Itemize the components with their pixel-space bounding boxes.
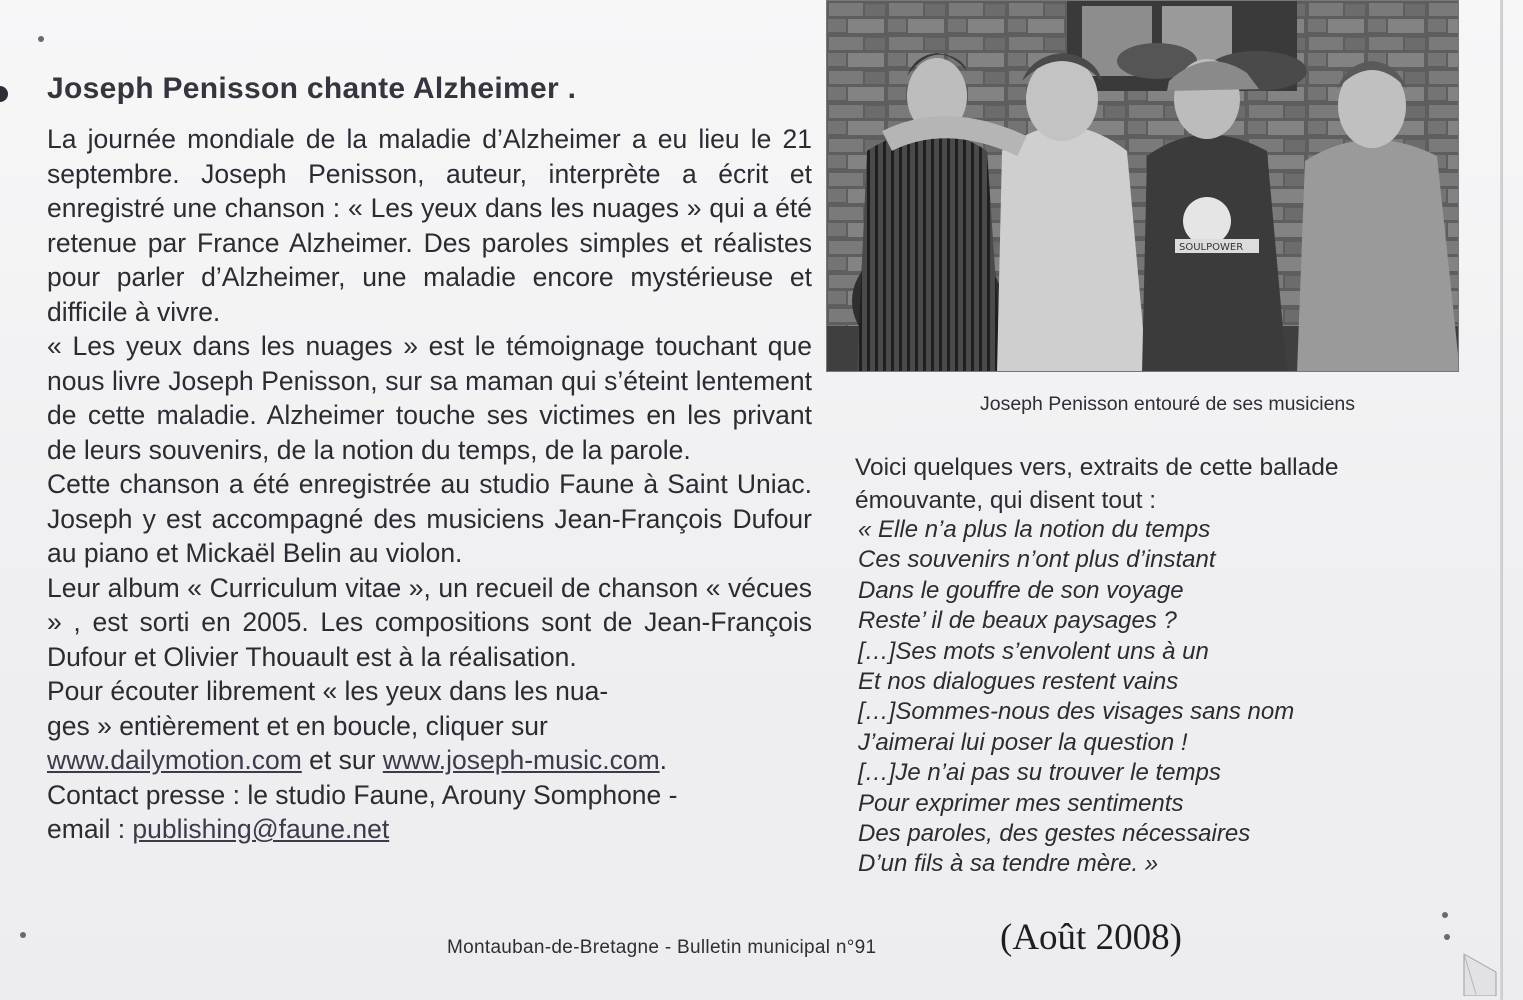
poem-line: […]Je n’ai pas su trouver le temps (858, 759, 1221, 787)
paragraph-3: Cette chanson a été enregistrée au studio Faune à Saint Uniac. Joseph y est accompagné des musiciens Jean-François Dufour au piano et Mickaël Belin au violon. (47, 469, 812, 568)
paragraph-4: Leur album « Curriculum vitae », un recueil de chanson « vécues » , est sorti en 2005. Les compositions sont de Jean-François Dufour et Olivier Thouault est à la réalisation. (47, 572, 812, 672)
poem-line: Ces souvenirs n’ont plus d’instant (858, 546, 1216, 574)
publication-source: Montauban-de-Bretagne - Bulletin municipal n°91 (447, 937, 877, 958)
paragraph-2: « Les yeux dans les nuages » est le témoignage touchant que nous livre Joseph Penisson, sur sa maman qui s’éteint lentement de cette maladie. Alzheimer touche ses victimes en les privant de leurs souvenirs, de la notion du temps, de la parole. (47, 331, 812, 465)
poem-line: J’aimerai lui poser la question ! (858, 728, 1188, 756)
poem-line: […]Sommes-nous des visages sans nom (858, 698, 1295, 726)
links-line (47, 743, 812, 778)
scan-speck (20, 932, 26, 938)
scan-speck (38, 36, 44, 42)
page-curl-icon (1462, 952, 1498, 996)
photo-caption: Joseph Penisson entouré de ses musiciens (979, 393, 1356, 415)
poem-line: D’un fils à sa tendre mère. » (858, 850, 1159, 878)
musicians-photo-image (827, 1, 1459, 372)
scan-speck (1444, 934, 1450, 940)
poem-line: Pour exprimer mes sentiments (858, 789, 1184, 817)
poem-line: Et nos dialogues restent vains (858, 668, 1179, 696)
dailymotion-link[interactable]: www.dailymotion.com (47, 745, 302, 775)
links-join-text: et sur (301, 745, 383, 775)
page-edge (1500, 0, 1503, 1000)
listen-line-2: ges » entièrement et en boucle, cliquer sur (47, 710, 548, 741)
email-label: email : (47, 814, 133, 844)
poem-line: « Elle n’a plus la notion du temps (858, 516, 1211, 543)
publication-date: (Août 2008) (1000, 917, 1182, 958)
poem-line: Dans le gouffre de son voyage (858, 576, 1184, 604)
verse-intro (855, 451, 1495, 517)
scan-speck (1442, 912, 1448, 918)
contact-line: Contact presse : le studio Faune, Arouny Somphone - (47, 779, 678, 810)
email-link[interactable]: publishing@faune.net (132, 814, 390, 844)
poem-line: Reste’ il de beaux paysages ? (858, 607, 1177, 635)
article-title: Joseph Penisson chante Alzheimer . (47, 72, 577, 105)
musicians-photo (826, 0, 1459, 372)
verse-intro-line-1: Voici quelques vers, extraits de cette ballade (855, 454, 1339, 481)
verse-intro-line-2: émouvante, qui disent tout : (855, 487, 1156, 514)
article-body (47, 122, 812, 847)
email-line (47, 812, 812, 847)
links-end-text: . (659, 745, 668, 775)
poem-line: Des paroles, des gestes nécessaires (858, 820, 1251, 848)
paragraph-1: La journée mondiale de la maladie d’Alzheimer a eu lieu le 21 septembre. Joseph Penisson, auteur, interprète a écrit et enregistré une chanson : « Les yeux dans les nuages » qui a été retenue par France Alzheimer. Des paroles simples et réalistes pour parler d’Alzheimer, une maladie encore mystérieuse et difficile à vivre. (47, 124, 812, 327)
poem-line: […]Ses mots s’envolent uns à un (858, 637, 1209, 665)
joseph-music-link[interactable]: www.joseph-music.com (382, 745, 660, 775)
listen-line-1: Pour écouter librement « les yeux dans les nua- (47, 676, 609, 706)
poem-excerpt (858, 515, 1498, 880)
shirt-print-text: SOULPOWER (1179, 242, 1244, 253)
